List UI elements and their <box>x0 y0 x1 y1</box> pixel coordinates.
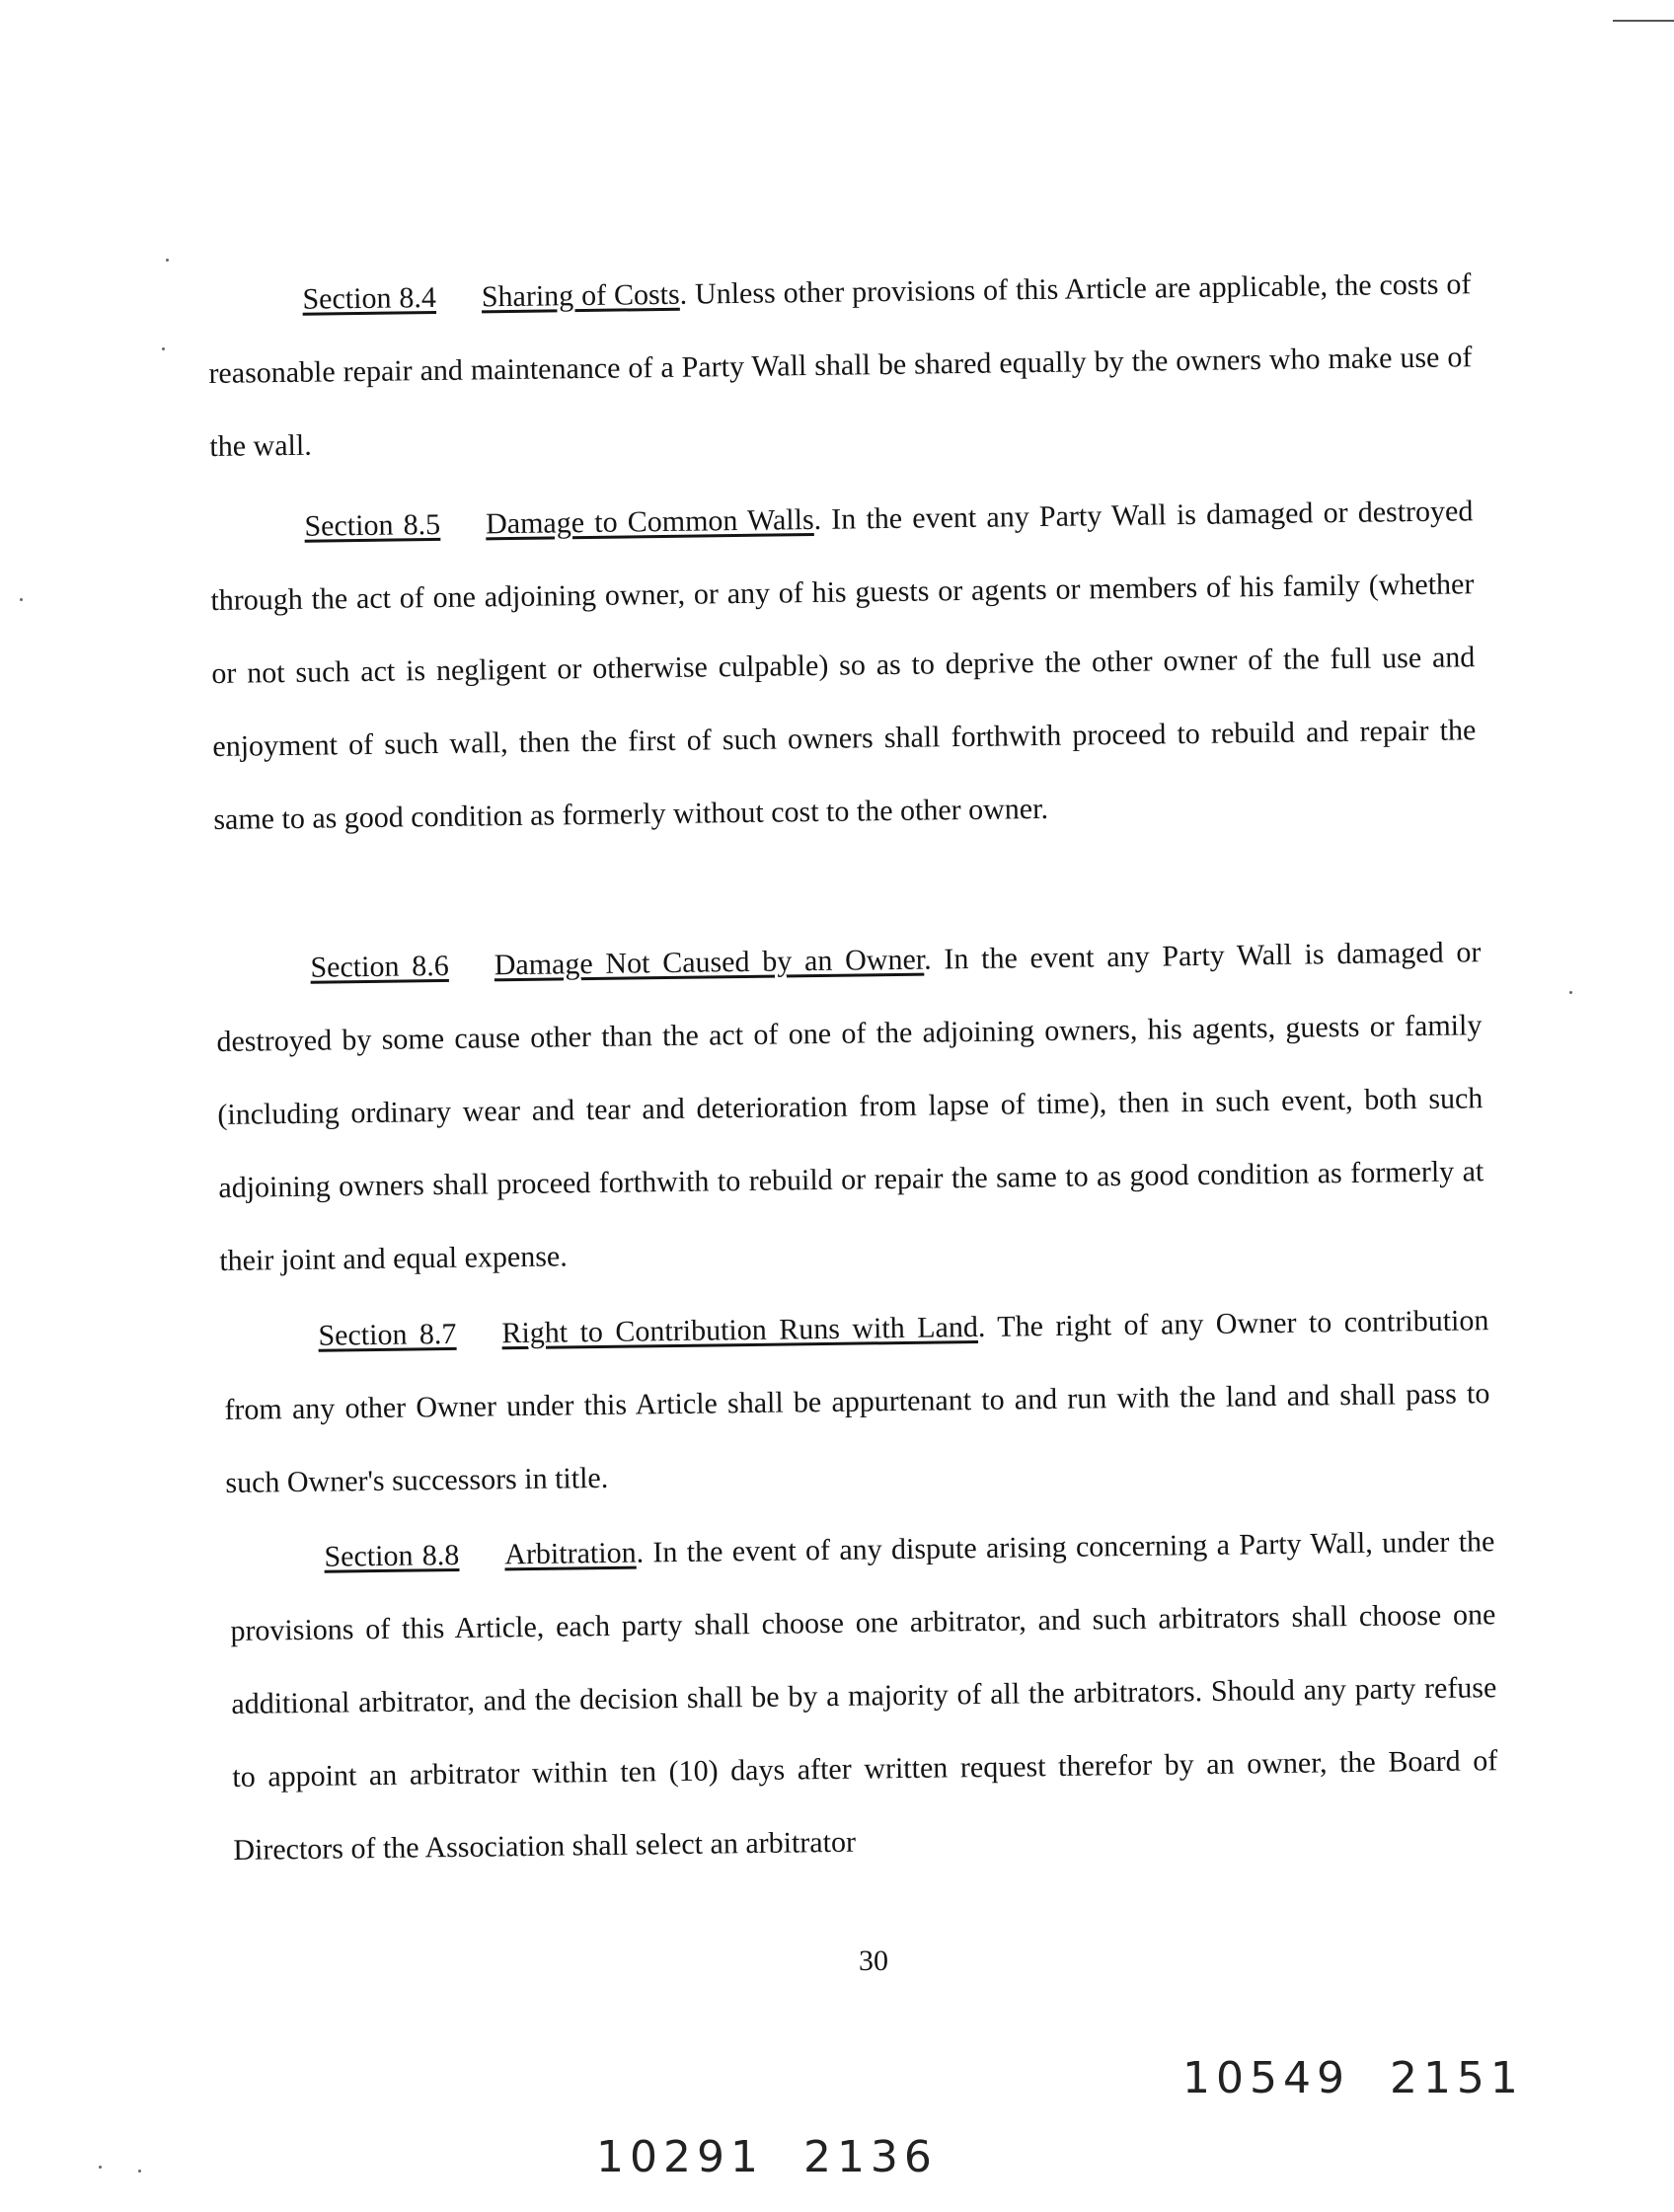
recording-stamp-bottom: 10291 2136 <box>596 2132 938 2182</box>
section-8-5-paragraph <box>209 475 1478 857</box>
section-8-6-paragraph <box>215 916 1485 1298</box>
section-body: . Unless other provisions of this Article are applicable, the costs of reasonable repair and maintenance of a Party Wall shall be shared equally by the owners who make use of the wall. <box>208 267 1473 463</box>
section-number: Section 8.7 <box>318 1317 457 1352</box>
section-heading: Right to Contribution Runs with Land <box>501 1310 979 1350</box>
scan-speck <box>138 2170 141 2173</box>
section-heading: Arbitration <box>504 1536 637 1571</box>
section-number: Section 8.4 <box>302 280 437 316</box>
recording-stamp-right: 10549 2151 <box>1182 2053 1524 2103</box>
scan-speck <box>20 598 23 601</box>
section-number: Section 8.8 <box>324 1538 460 1573</box>
corner-rule <box>1613 20 1674 22</box>
scan-speck <box>162 347 165 350</box>
scan-speck <box>99 2166 102 2169</box>
page-number: 30 <box>859 1945 888 1977</box>
section-8-4-paragraph <box>207 248 1474 484</box>
section-8-8-paragraph <box>229 1505 1499 1887</box>
section-heading: Sharing of Costs <box>481 277 680 314</box>
section-body: . In the event of any dispute arising concerning a Party Wall, under the provisions of this Article, each party shall choose one arbitrator, and such arbitrators shall choose one additional arbitrator, and the decision shall be by a majority of all the arbitrators. Should any party refuse to appoint an arbitrator within ten (10) days after written request therefor by an owner, the Board of Directors of the Association shall select an arbitrator <box>230 1525 1498 1867</box>
section-body: . The right of any Owner to contribution from any other Owner under this Article shall be appurtenant to and run with the land and shall pass to such Owner's successors in title. <box>224 1304 1490 1499</box>
scan-speck <box>1569 991 1572 994</box>
section-number: Section 8.6 <box>310 949 449 984</box>
section-heading: Damage Not Caused by an Owner <box>494 943 925 982</box>
section-heading: Damage to Common Walls <box>485 502 814 541</box>
section-8-7-paragraph <box>223 1284 1491 1520</box>
section-body: . In the event any Party Wall is damaged or destroyed through the act of one adjoining owner, or any of his guests or agents or members of his family (whether or not such act is negligent or otherwise culpable) so as to deprive the other owner of the full use and enjoyment of such wall, then the first of such owners shall forthwith proceed to rebuild and repair the same to as good condition as formerly without cost to the other owner. <box>210 495 1477 836</box>
scan-speck <box>166 259 169 262</box>
section-number: Section 8.5 <box>304 507 441 543</box>
section-body: . In the event any Party Wall is damaged or destroyed by some cause other than the act of one of the adjoining owners, his agents, guests or family (including ordinary wear and tear and deterioration from lapse of time), then in such event, both such adjoining owners shall proceed forthwith to rebuild or repair the same to as good condition as formerly at their joint and equal expense. <box>216 936 1484 1277</box>
